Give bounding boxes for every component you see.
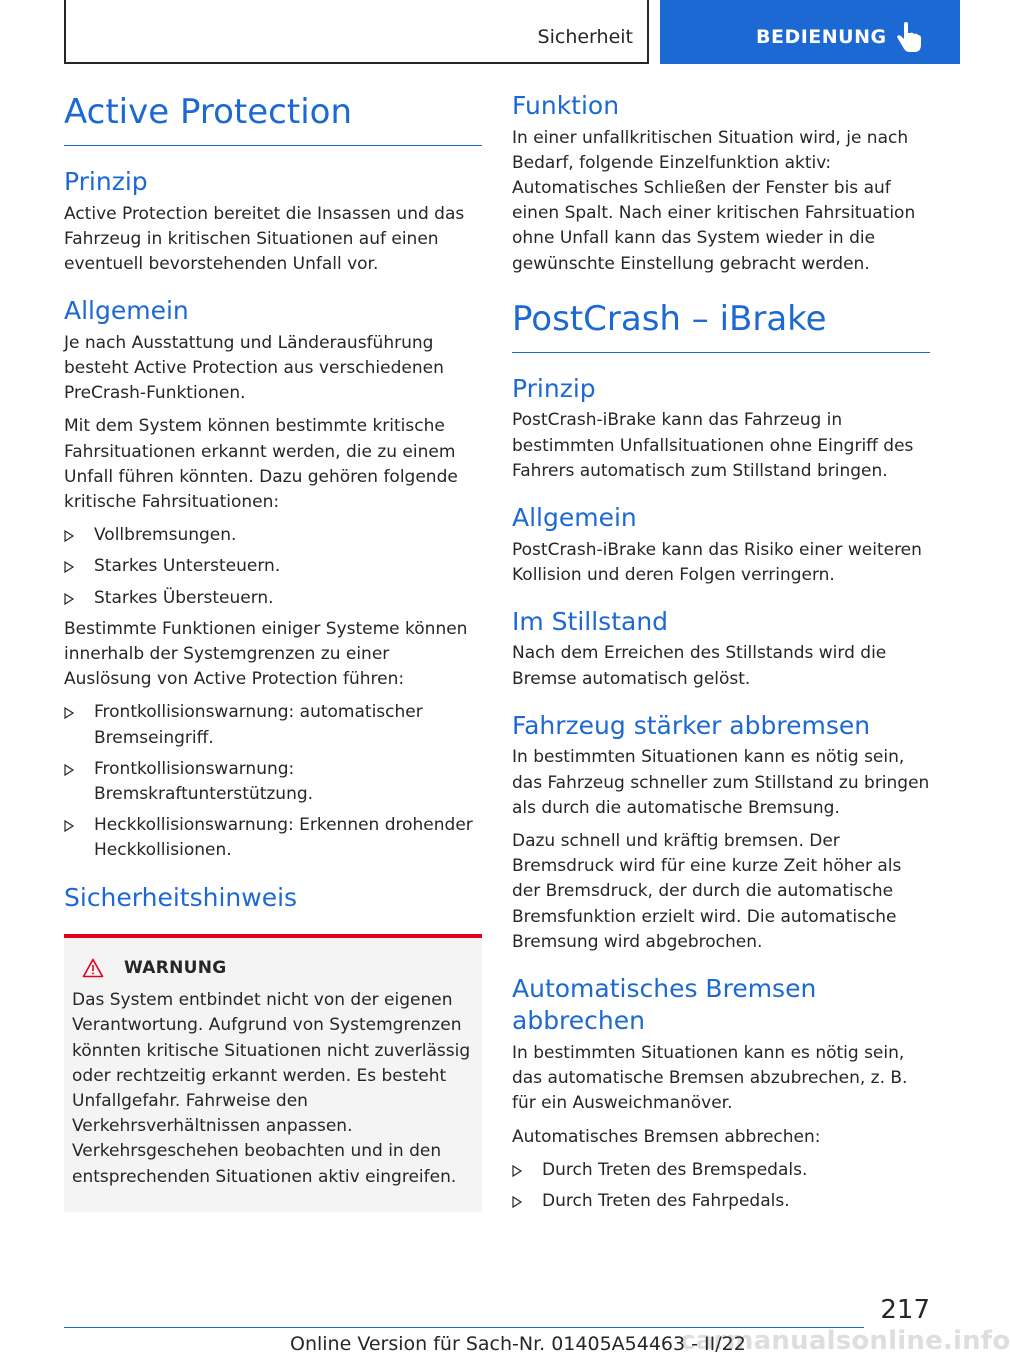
triangle-bullet-icon bbox=[64, 593, 74, 605]
list-item bbox=[64, 523, 482, 548]
list-item bbox=[64, 554, 482, 579]
heading-rule bbox=[64, 145, 482, 146]
paragraph: Automatisches Bremsen abbrechen: bbox=[512, 1126, 821, 1147]
heading-allgemein: Allgemein bbox=[512, 503, 637, 533]
heading-funktion: Funktion bbox=[512, 91, 620, 120]
chapter-title: BEDIENUNG bbox=[756, 26, 887, 48]
heading-sicherheitshinweis: Sicherheitshinweis bbox=[64, 882, 298, 912]
list-item bbox=[64, 757, 482, 807]
heading-prinzip: Prinzip bbox=[512, 373, 596, 403]
list-item bbox=[512, 1189, 930, 1214]
heading-automatisches-bremsen-abbrechen: Automatisches Bremsen abbrechen bbox=[512, 973, 817, 1036]
bullet-list bbox=[512, 1158, 930, 1214]
paragraph: Active Protection bereitet die Insassen und das Fahrzeug in kritischen Situationen auf einen eventuell bevorstehenden Unfall vor. bbox=[64, 203, 465, 275]
bullet-list bbox=[64, 700, 482, 863]
heading-im-stillstand: Im Stillstand bbox=[512, 606, 669, 636]
warning-box bbox=[64, 934, 482, 1212]
paragraph: Bestimmte Funktionen einiger Systeme können innerhalb der Systemgrenzen zu einer Auslösung von Active Protection führen: bbox=[64, 618, 468, 690]
warning-header bbox=[72, 958, 474, 978]
list-item-text: Starkes Untersteuern. bbox=[94, 556, 281, 577]
page-number: 217 bbox=[880, 1295, 930, 1325]
list-item-text: Starkes Übersteuern. bbox=[94, 587, 274, 608]
paragraph: PostCrash-iBrake kann das Fahrzeug in bestimmten Unfallsituationen ohne Eingriff des Fahrers automatisch zum Stillstand bringen. bbox=[512, 410, 914, 481]
paragraph: Dazu schnell und kräftig bremsen. Der Bremsdruck wird für eine kurze Zeit höher als der Bremsdruck, der durch die automatische Bremsfunktion erzielt wird. Die automatische Bremsung wird abgebrochen. bbox=[512, 830, 902, 952]
list-item-text: Frontkollisionswarnung: automatischer Bremseingriff. bbox=[94, 702, 423, 748]
list-item bbox=[64, 586, 482, 611]
list-item-text: Heckkollisionswarnung: Erkennen drohender Heckkollisionen. bbox=[94, 815, 473, 861]
paragraph: In bestimmten Situationen kann es nötig sein, das Fahrzeug schneller zum Stillstand zu bringen als durch die automatische Bremsung. bbox=[512, 747, 930, 818]
list-item-text: Durch Treten des Bremspedals. bbox=[542, 1159, 808, 1180]
heading-allgemein: Allgemein bbox=[64, 296, 189, 326]
footer-text: Online Version für Sach-Nr. 01405A54463 - II/22 bbox=[290, 1333, 746, 1355]
list-item bbox=[512, 1158, 930, 1183]
heading-rule bbox=[512, 352, 930, 353]
paragraph: In einer unfallkritischen Situation wird, je nach Bedarf, folgende Einzelfunktion aktiv: Automatisches Schließen der Fenster bis auf einen Spalt. Nach einer kritischen Fahrsituation ohne Unfall kann das System wieder in die gewünschte Einstellung gebracht werden. bbox=[512, 127, 916, 274]
bullet-list bbox=[64, 523, 482, 611]
warning-triangle-icon bbox=[82, 958, 104, 978]
heading-fahrzeug-staerker-abbremsen: Fahrzeug stärker abbremsen bbox=[512, 710, 871, 740]
paragraph: Mit dem System können bestimmte kritische Fahrsituationen erkannt werden, die zu einem Unfall führen könnten. Dazu gehören folgende kritische Fahrsituationen: bbox=[64, 416, 458, 513]
list-item bbox=[64, 700, 482, 750]
hand-pointer-icon bbox=[896, 22, 922, 54]
triangle-bullet-icon bbox=[64, 707, 74, 719]
triangle-bullet-icon bbox=[64, 530, 74, 542]
paragraph: Je nach Ausstattung und Länderausführung besteht Active Protection aus verschiedenen PreCrash-Funktionen. bbox=[64, 332, 444, 404]
paragraph: Nach dem Erreichen des Stillstands wird die Bremse automatisch gelöst. bbox=[512, 643, 887, 689]
triangle-bullet-icon bbox=[64, 764, 74, 776]
triangle-bullet-icon bbox=[512, 1196, 522, 1208]
watermark: carmanualsonline.info bbox=[680, 1326, 1010, 1356]
section-title: Sicherheit bbox=[537, 26, 633, 48]
left-column bbox=[64, 90, 482, 1212]
paragraph: In bestimmten Situationen kann es nötig sein, das automatische Bremsen abzubrechen, z. B. für ein Ausweichmanöver. bbox=[512, 1042, 908, 1114]
paragraph: PostCrash-iBrake kann das Risiko einer weiteren Kollision und deren Folgen verringern. bbox=[512, 539, 922, 585]
triangle-bullet-icon bbox=[64, 820, 74, 832]
list-item-text: Frontkollisionswarnung: Bremskraftunterstützung. bbox=[94, 758, 314, 805]
heading-postcrash-ibrake: PostCrash – iBrake bbox=[512, 298, 827, 339]
list-item-text: Durch Treten des Fahrpedals. bbox=[542, 1190, 790, 1211]
warning-title: WARNUNG bbox=[124, 958, 227, 979]
heading-prinzip: Prinzip bbox=[64, 167, 148, 197]
page-header bbox=[0, 0, 960, 64]
chapter-tab[interactable] bbox=[660, 0, 960, 64]
list-item-text: Vollbremsungen. bbox=[94, 525, 237, 546]
list-item bbox=[64, 813, 482, 863]
right-column bbox=[512, 90, 930, 1220]
triangle-bullet-icon bbox=[512, 1165, 522, 1177]
section-header-box bbox=[64, 0, 649, 64]
triangle-bullet-icon bbox=[64, 561, 74, 573]
heading-active-protection: Active Protection bbox=[64, 92, 352, 132]
warning-text: Das System entbindet nicht von der eigenen Verantwortung. Aufgrund von Systemgrenzen könnten kritische Situationen nicht zuverlässig oder rechtzeitig erkannt werden. Es besteht Unfallgefahr. Fahrweise den Verkehrsverhältnissen anpassen. Verkehrsgeschehen beobachten und in den entsprechenden Situationen aktiv eingreifen. bbox=[72, 990, 471, 1187]
